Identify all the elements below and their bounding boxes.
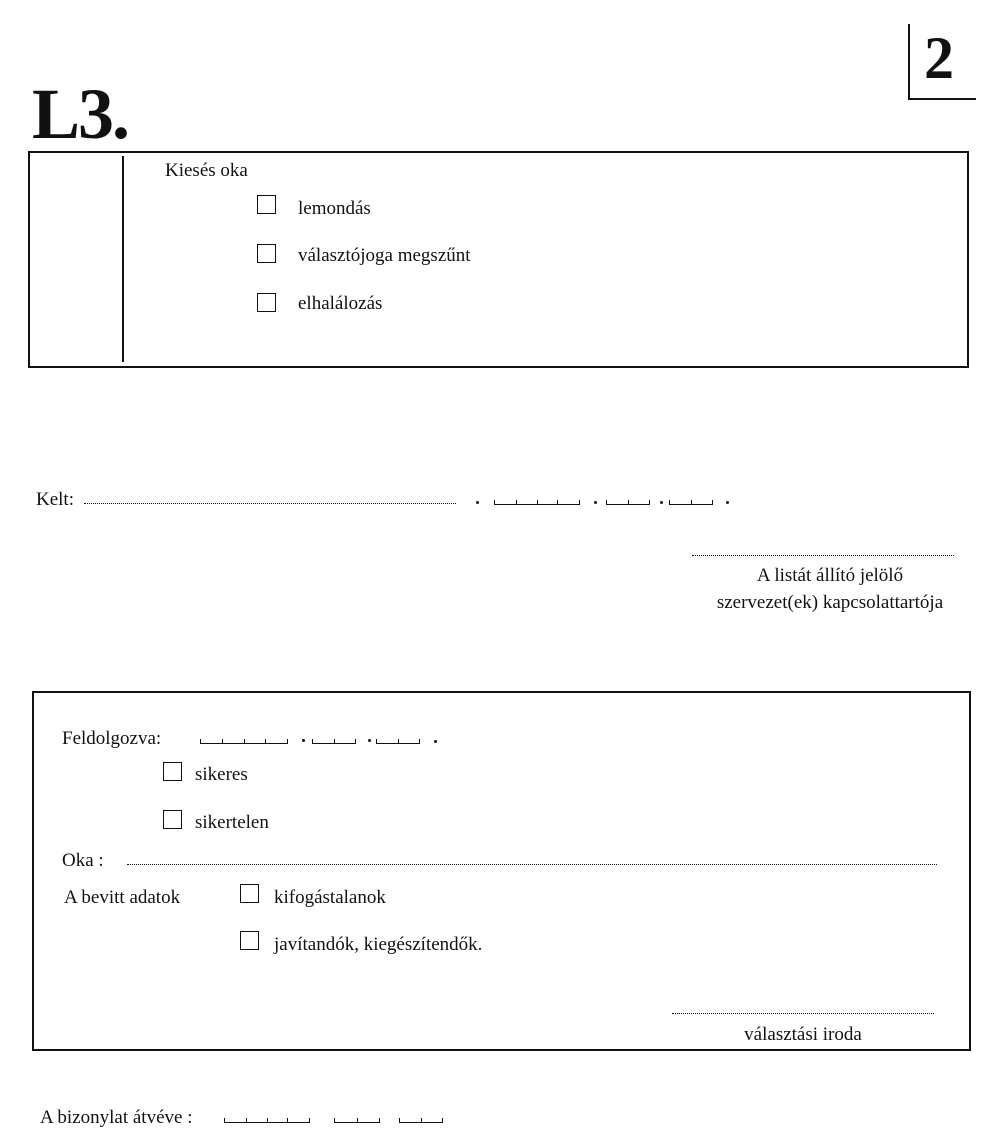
processed-month-field[interactable] bbox=[312, 739, 356, 744]
receipt-label: A bizonylat átvéve : bbox=[40, 1107, 193, 1128]
signature-caption-line1: A listát állító jelölő bbox=[756, 565, 904, 586]
signature-caption-line2: szervezet(ek) kapcsolattartója bbox=[716, 592, 944, 613]
data-label: A bevitt adatok bbox=[64, 887, 181, 908]
office-signature-caption: választási iroda bbox=[744, 1024, 862, 1045]
data-option-label-kifogastalanok: kifogástalanok bbox=[274, 887, 386, 908]
receipt-month-field[interactable] bbox=[334, 1118, 380, 1123]
processed-year-field[interactable] bbox=[200, 739, 288, 744]
checkbox-sikertelen[interactable] bbox=[163, 810, 182, 829]
result-label-sikeres: sikeres bbox=[195, 764, 248, 785]
reason-label: Oka : bbox=[62, 850, 104, 871]
processed-label: Feldolgozva: bbox=[62, 728, 162, 749]
checkbox-sikeres[interactable] bbox=[163, 762, 182, 781]
checkbox-javitandok[interactable] bbox=[240, 931, 259, 950]
reason-field[interactable] bbox=[127, 864, 937, 865]
checkbox-kifogastalanok[interactable] bbox=[240, 884, 259, 903]
processed-date-separator bbox=[302, 739, 305, 742]
date-end-dot bbox=[726, 501, 729, 504]
reason-title: Kiesés oka bbox=[165, 160, 248, 181]
date-day-field[interactable] bbox=[669, 500, 713, 505]
page-number: 2 bbox=[924, 25, 954, 91]
page-number-badge bbox=[908, 24, 976, 100]
date-separator bbox=[594, 501, 597, 504]
office-signature-line[interactable] bbox=[672, 1013, 934, 1014]
option-label-valasztojoga-megszunt: választójoga megszűnt bbox=[298, 245, 471, 266]
option-label-lemondas: lemondás bbox=[298, 198, 371, 219]
form-code: L3. bbox=[32, 74, 129, 154]
checkbox-elhalalozas[interactable] bbox=[257, 293, 276, 312]
result-label-sikertelen: sikertelen bbox=[195, 812, 269, 833]
checkbox-valasztojoga-megszunt[interactable] bbox=[257, 244, 276, 263]
place-field[interactable] bbox=[84, 503, 456, 504]
option-label-elhalalozas: elhalálozás bbox=[298, 293, 383, 314]
receipt-year-field[interactable] bbox=[224, 1118, 310, 1123]
date-year-field[interactable] bbox=[494, 500, 580, 505]
signature-line[interactable] bbox=[692, 555, 954, 556]
checkbox-lemondas[interactable] bbox=[257, 195, 276, 214]
date-month-field[interactable] bbox=[606, 500, 650, 505]
dated-label: Kelt: bbox=[36, 489, 74, 510]
processed-date-separator bbox=[368, 739, 371, 742]
date-separator bbox=[660, 501, 663, 504]
processed-date-end-dot bbox=[434, 740, 437, 743]
processed-day-field[interactable] bbox=[376, 739, 420, 744]
reason-section bbox=[28, 151, 969, 368]
reason-section-divider bbox=[122, 156, 124, 362]
office-section bbox=[32, 691, 971, 1051]
dated-separator bbox=[476, 501, 479, 504]
receipt-day-field[interactable] bbox=[399, 1118, 443, 1123]
data-option-label-javitandok: javítandók, kiegészítendők. bbox=[274, 934, 483, 955]
